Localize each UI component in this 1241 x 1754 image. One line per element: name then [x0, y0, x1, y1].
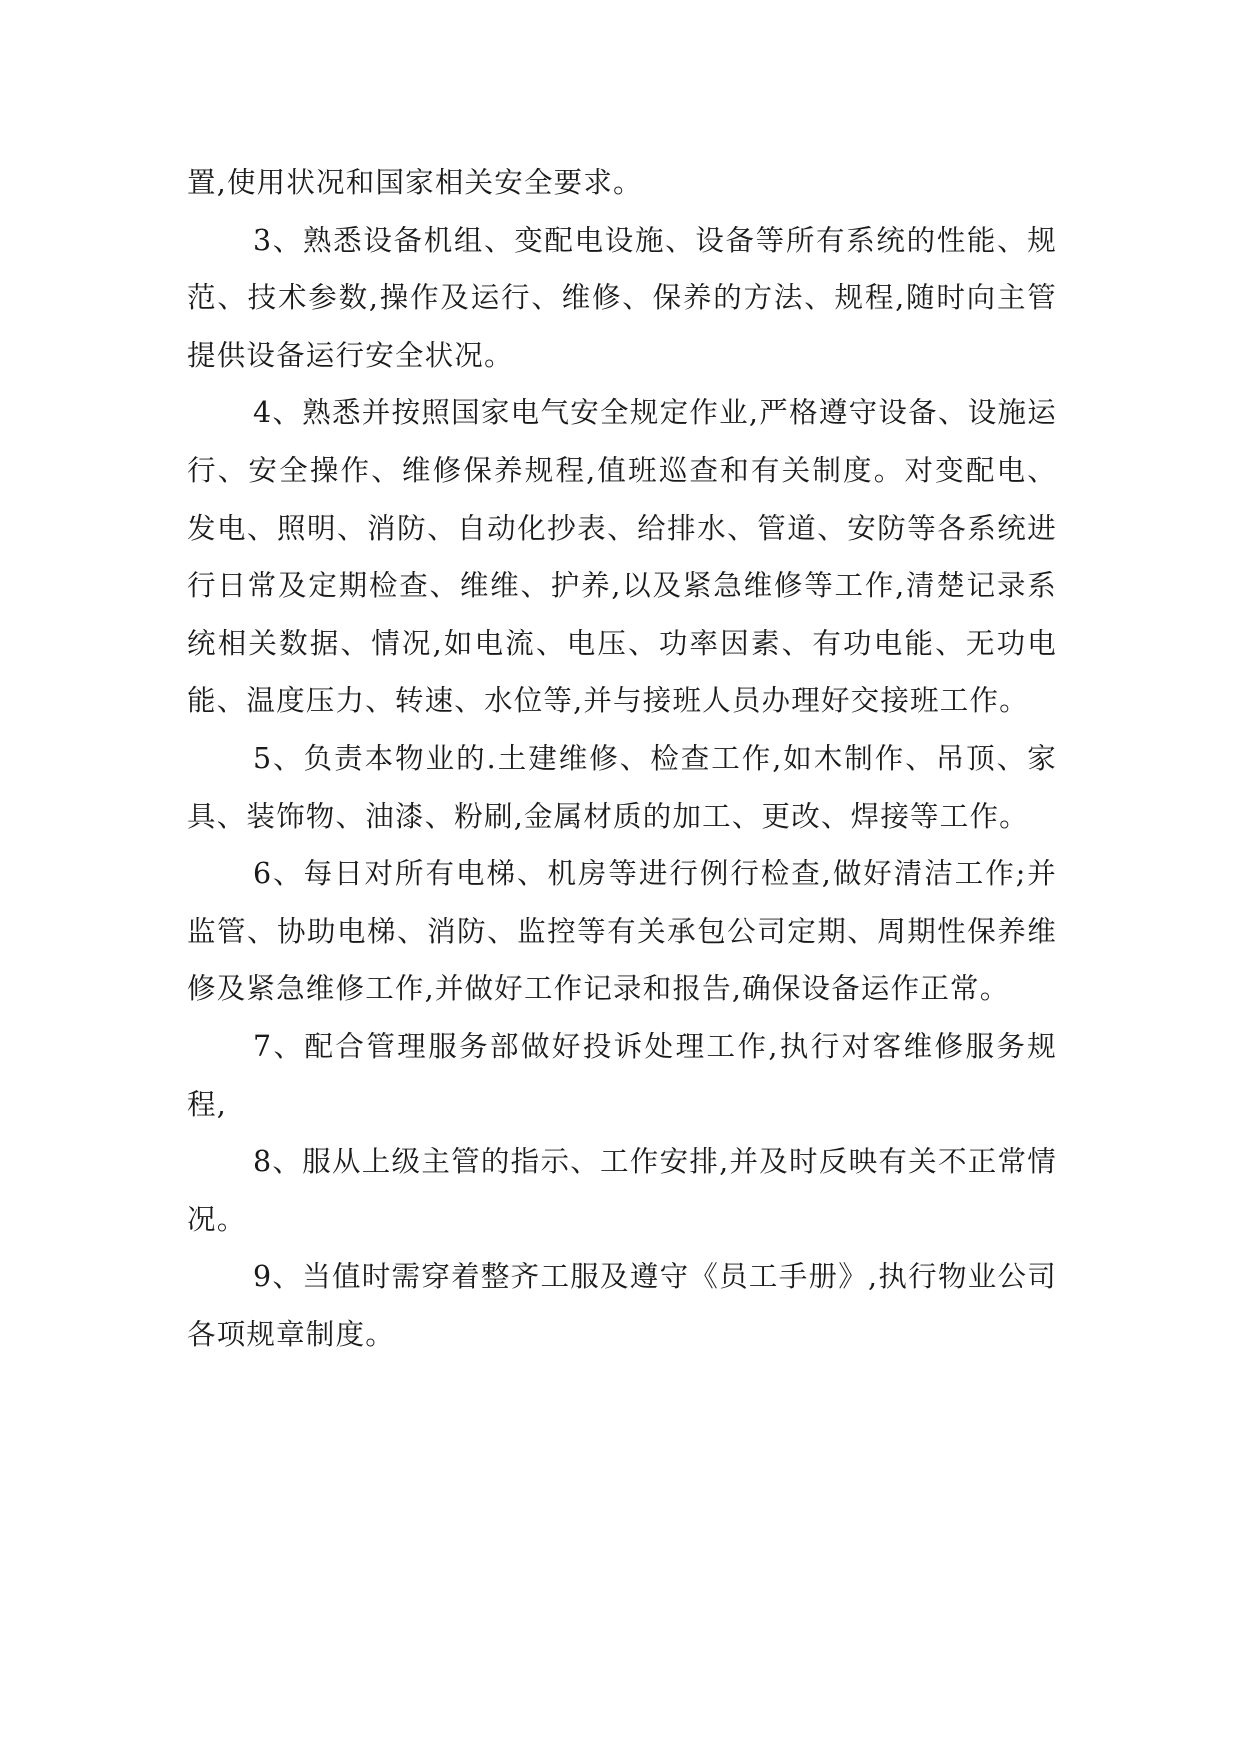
paragraph-item-8: 8、服从上级主管的指示、工作安排,并及时反映有关不正常情况。: [187, 1145, 1057, 1236]
document-page: [187, 154, 1057, 1363]
paragraph-item-5: 5、负责本物业的.土建维修、检查工作,如木制作、吊顶、家具、装饰物、油漆、粉刷,金属材质的加工、更改、焊接等工作。: [187, 741, 1057, 833]
paragraph-item-7: 7、配合管理服务部做好投诉处理工作,执行对客维修服务规程,: [187, 1029, 1057, 1121]
paragraph-item-6: 6、每日对所有电梯、机房等进行例行检查,做好清洁工作;并监管、协助电梯、消防、监控等有关承包公司定期、周期性保养维修及紧急维修工作,并做好工作记录和报告,确保设备运作正常。: [187, 857, 1057, 1006]
paragraph-item-3: 3、熟悉设备机组、变配电设施、设备等所有系统的性能、规范、技术参数,操作及运行、维修、保养的方法、规程,随时向主管提供设备运行安全状况。: [187, 223, 1057, 372]
paragraph-continuation: 置,使用状况和国家相关安全要求。: [187, 166, 643, 199]
paragraph-item-4: 4、熟悉并按照国家电气安全规定作业,严格遵守设备、设施运行、安全操作、维修保养规程,值班巡查和有关制度。对变配电、发电、照明、消防、自动化抄表、给排水、管道、安防等各系统进行日常及定期检查、维维、护养,以及紧急维修等工作,清楚记录系统相关数据、情况,如电流、电压、功率因素、有功电能、无功电能、温度压力、转速、水位等,并与接班人员办理好交接班工作。: [187, 396, 1057, 718]
paragraph-item-9: 9、当值时需穿着整齐工服及遵守《员工手册》,执行物业公司各项规章制度。: [187, 1260, 1057, 1351]
